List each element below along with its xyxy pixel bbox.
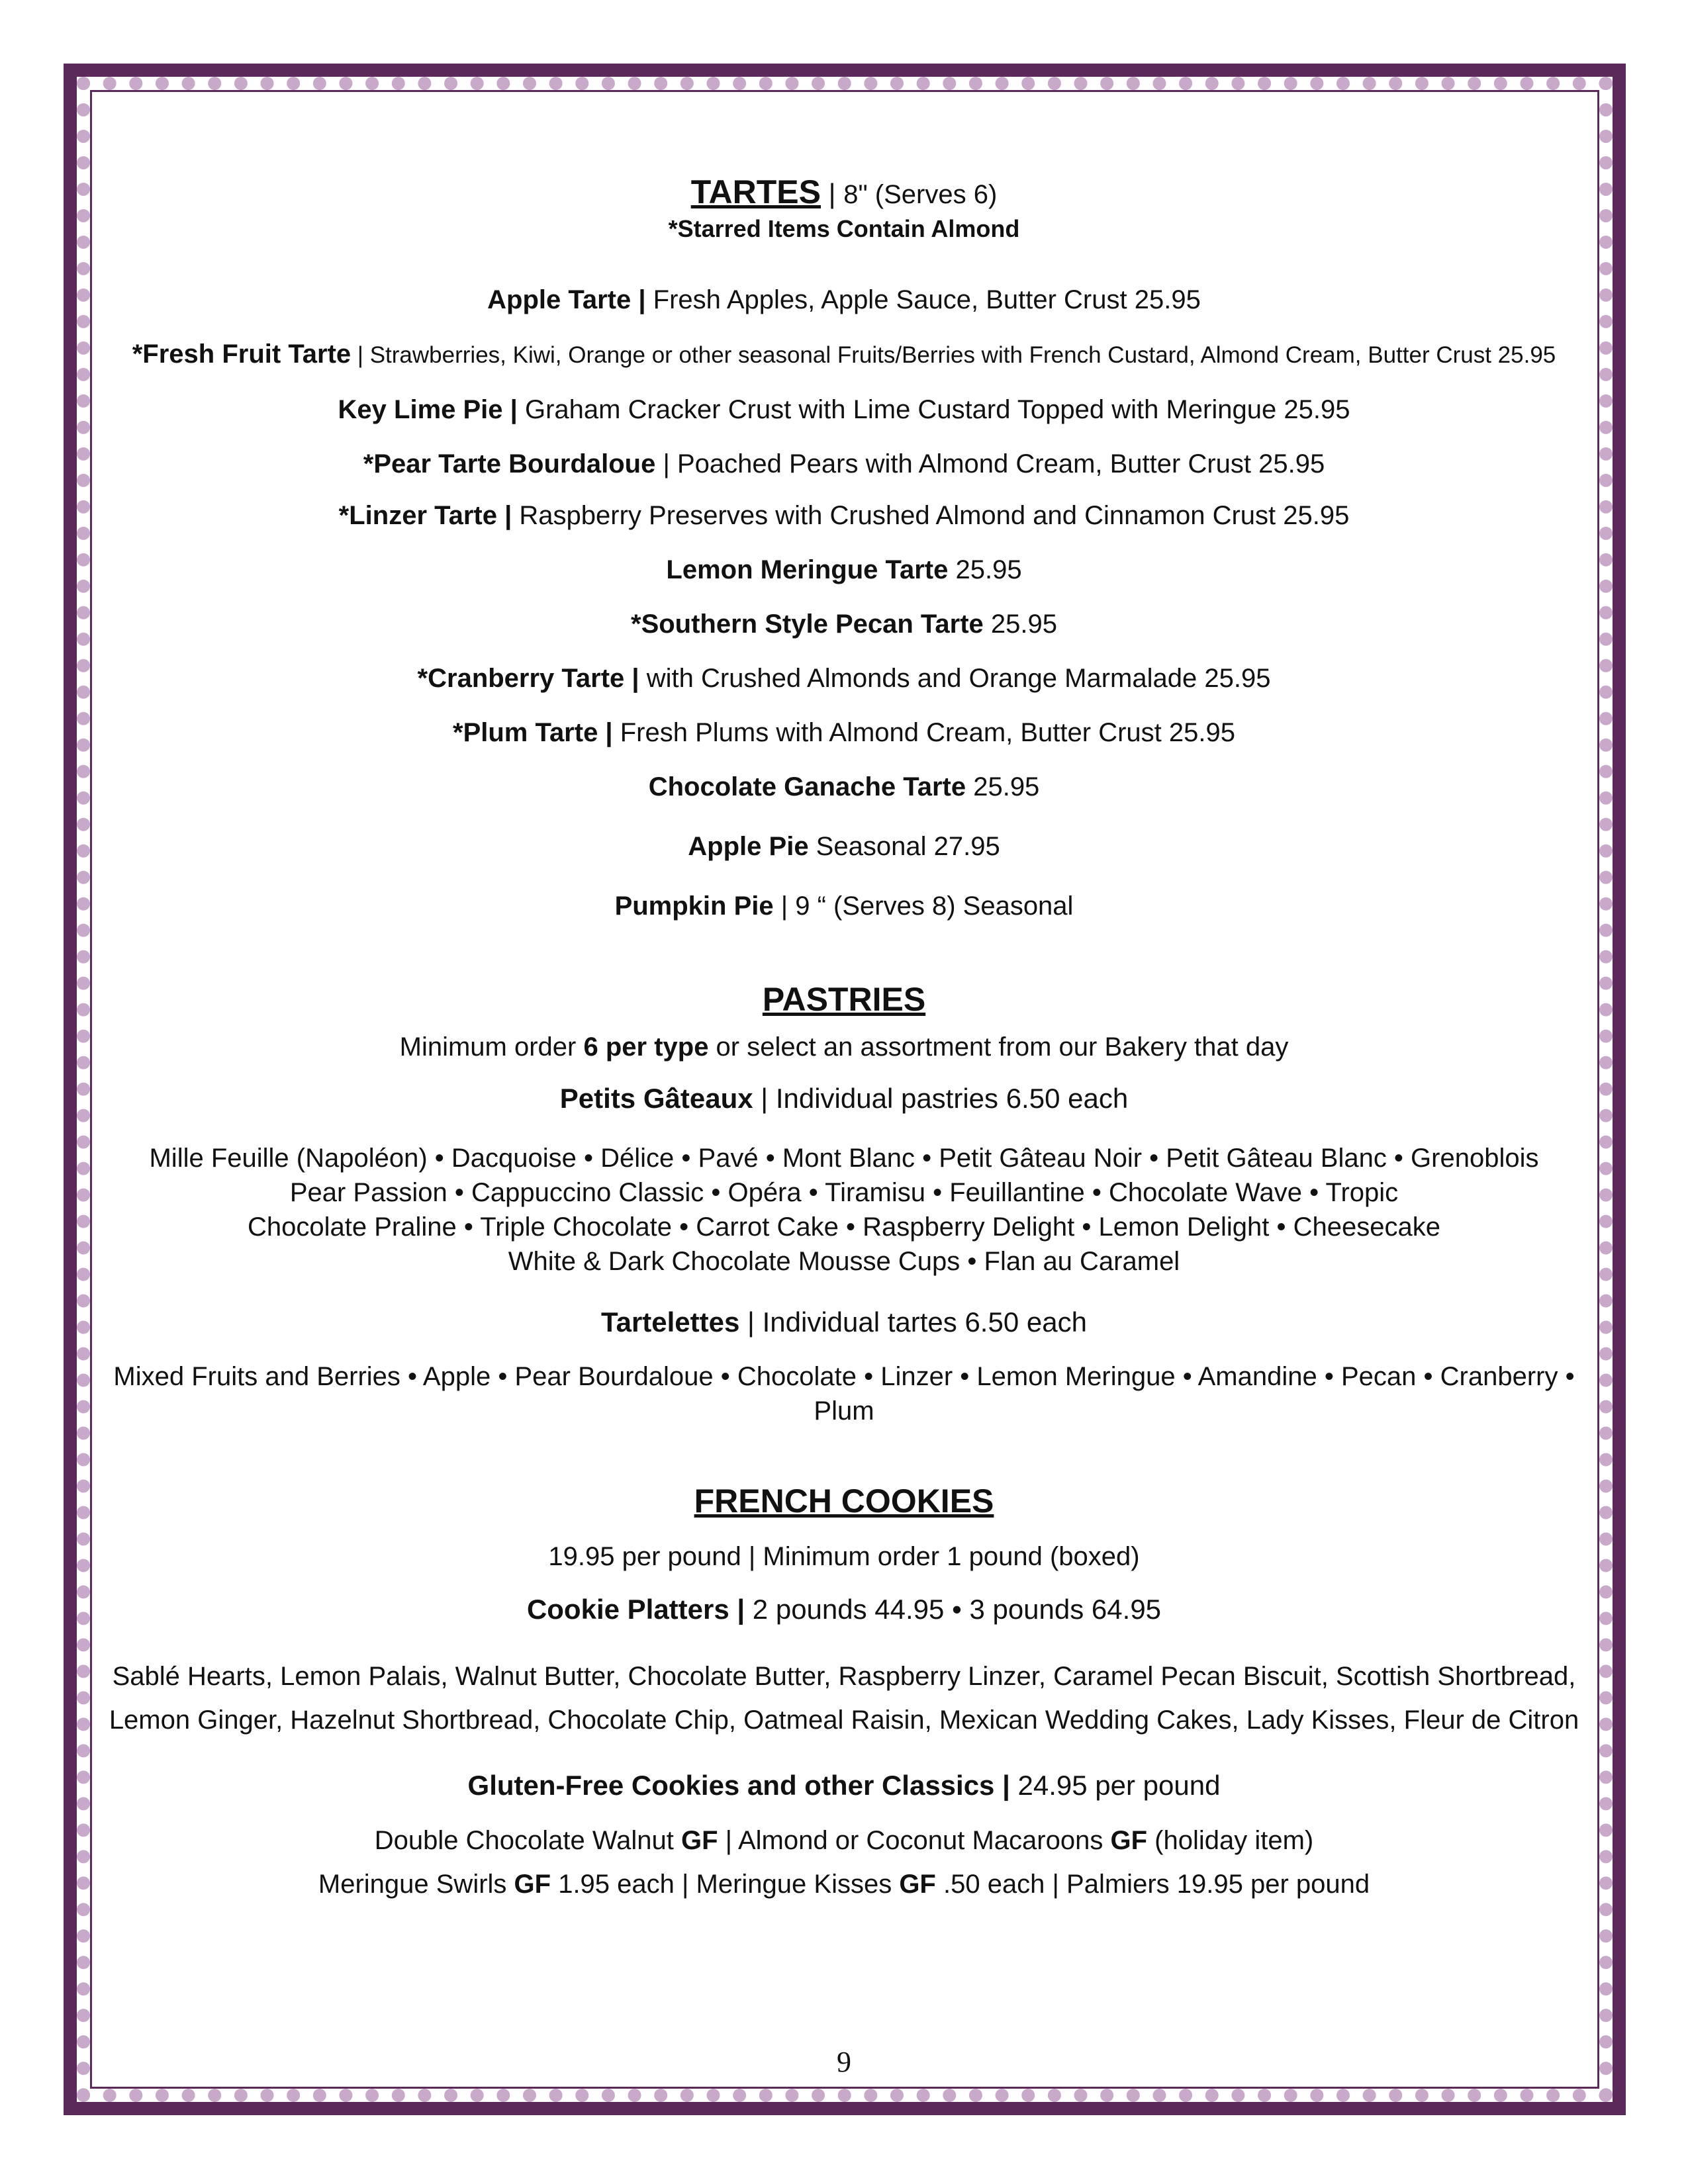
gluten-free-line: Meringue Swirls GF 1.95 each | Meringue Kisses GF .50 each | Palmiers 19.95 per pound xyxy=(318,1870,1370,1899)
petits-gateaux-heading: Petits Gâteaux | Individual pastries 6.50 each xyxy=(559,1083,1129,1114)
pastries-title: PASTRIES xyxy=(762,981,926,1018)
tarte-item: Chocolate Ganache Tarte 25.95 xyxy=(648,772,1040,801)
tarte-item: Apple Tarte | Fresh Apples, Apple Sauce, Butter Crust 25.95 xyxy=(487,285,1201,314)
tartes-list xyxy=(99,283,1589,923)
cookie-platters-line: Cookie Platters | 2 pounds 44.95 • 3 pounds 64.95 xyxy=(526,1594,1162,1625)
tarte-item: *Linzer Tarte | Raspberry Preserves with Crushed Almond and Cinnamon Crust 25.95 xyxy=(338,501,1350,530)
tartelettes-list: Mixed Fruits and Berries • Apple • Pear Bourdaloue • Chocolate • Linzer • Lemon Meringue • Amandine • Pecan • Cranberry • Plum xyxy=(113,1362,1575,1426)
petits-gateaux-line: Mille Feuille (Napoléon) • Dacquoise • Délice • Pavé • Mont Blanc • Petit Gâteau Noir • Petit Gâteau Blanc • Grenoblois xyxy=(149,1144,1539,1173)
cookie-varieties xyxy=(99,1655,1589,1742)
pastries-section xyxy=(99,979,1589,1428)
tarte-item: Apple Pie Seasonal 27.95 xyxy=(688,832,1000,861)
cookie-varieties-line: Sablé Hearts, Lemon Palais, Walnut Butter, Chocolate Butter, Raspberry Linzer, Caramel Pecan Biscuit, Scottish Shortbread, xyxy=(112,1662,1576,1691)
petits-gateaux-line: Chocolate Praline • Triple Chocolate • Carrot Cake • Raspberry Delight • Lemon Delight • Cheesecake xyxy=(248,1212,1440,1242)
tartelettes-heading: Tartelettes | Individual tartes 6.50 each xyxy=(601,1306,1087,1338)
tarte-item: Lemon Meringue Tarte 25.95 xyxy=(666,555,1022,584)
tarte-item: *Pear Tarte Bourdaloue | Poached Pears with Almond Cream, Butter Crust 25.95 xyxy=(363,449,1325,478)
gluten-free-line: Double Chocolate Walnut GF | Almond or Coconut Macaroons GF (holiday item) xyxy=(374,1826,1314,1855)
tarte-item: Pumpkin Pie | 9 “ (Serves 8) Seasonal xyxy=(614,891,1074,921)
tartes-heading xyxy=(99,172,1589,214)
tarte-item: *Cranberry Tarte | with Crushed Almonds and Orange Marmalade 25.95 xyxy=(417,664,1271,693)
almond-note: *Starred Items Contain Almond xyxy=(668,215,1020,242)
tartes-size: 8" (Serves 6) xyxy=(843,180,998,209)
pastries-minimum-order: Minimum order 6 per type or select an assortment from our Bakery that day xyxy=(399,1032,1289,1062)
cookie-varieties-line: Lemon Ginger, Hazelnut Shortbread, Chocolate Chip, Oatmeal Raisin, Mexican Wedding Cakes, Lady Kisses, Fleur de Citron xyxy=(109,1706,1579,1735)
cookies-price-line: 19.95 per pound | Minimum order 1 pound (boxed) xyxy=(548,1542,1140,1571)
tarte-item: Key Lime Pie | Graham Cracker Crust with Lime Custard Topped with Meringue 25.95 xyxy=(338,395,1350,424)
tartes-title: TARTES xyxy=(690,173,821,210)
tarte-item: *Plum Tarte | Fresh Plums with Almond Cream, Butter Crust 25.95 xyxy=(453,718,1235,747)
tarte-item: *Fresh Fruit Tarte | Strawberries, Kiwi, Orange or other seasonal Fruits/Berries with French Custard, Almond Cream, Butter Crust 25.95 xyxy=(132,340,1556,369)
page-number: 9 xyxy=(837,2046,851,2078)
tartes-separator: | xyxy=(820,178,844,209)
petits-gateaux-line: White & Dark Chocolate Mousse Cups • Flan au Caramel xyxy=(508,1247,1180,1276)
cookies-title: FRENCH COOKIES xyxy=(694,1482,994,1520)
cookies-section xyxy=(99,1481,1589,1906)
petits-gateaux-list xyxy=(99,1141,1589,1279)
petits-gateaux-line: Pear Passion • Cappuccino Classic • Opéra • Tiramisu • Feuillantine • Chocolate Wave • Tropic xyxy=(289,1178,1399,1207)
gluten-free-heading: Gluten-Free Cookies and other Classics | 24.95 per pound xyxy=(467,1770,1221,1801)
tarte-item: *Southern Style Pecan Tarte 25.95 xyxy=(631,610,1057,639)
menu-page-content xyxy=(99,172,1589,1906)
